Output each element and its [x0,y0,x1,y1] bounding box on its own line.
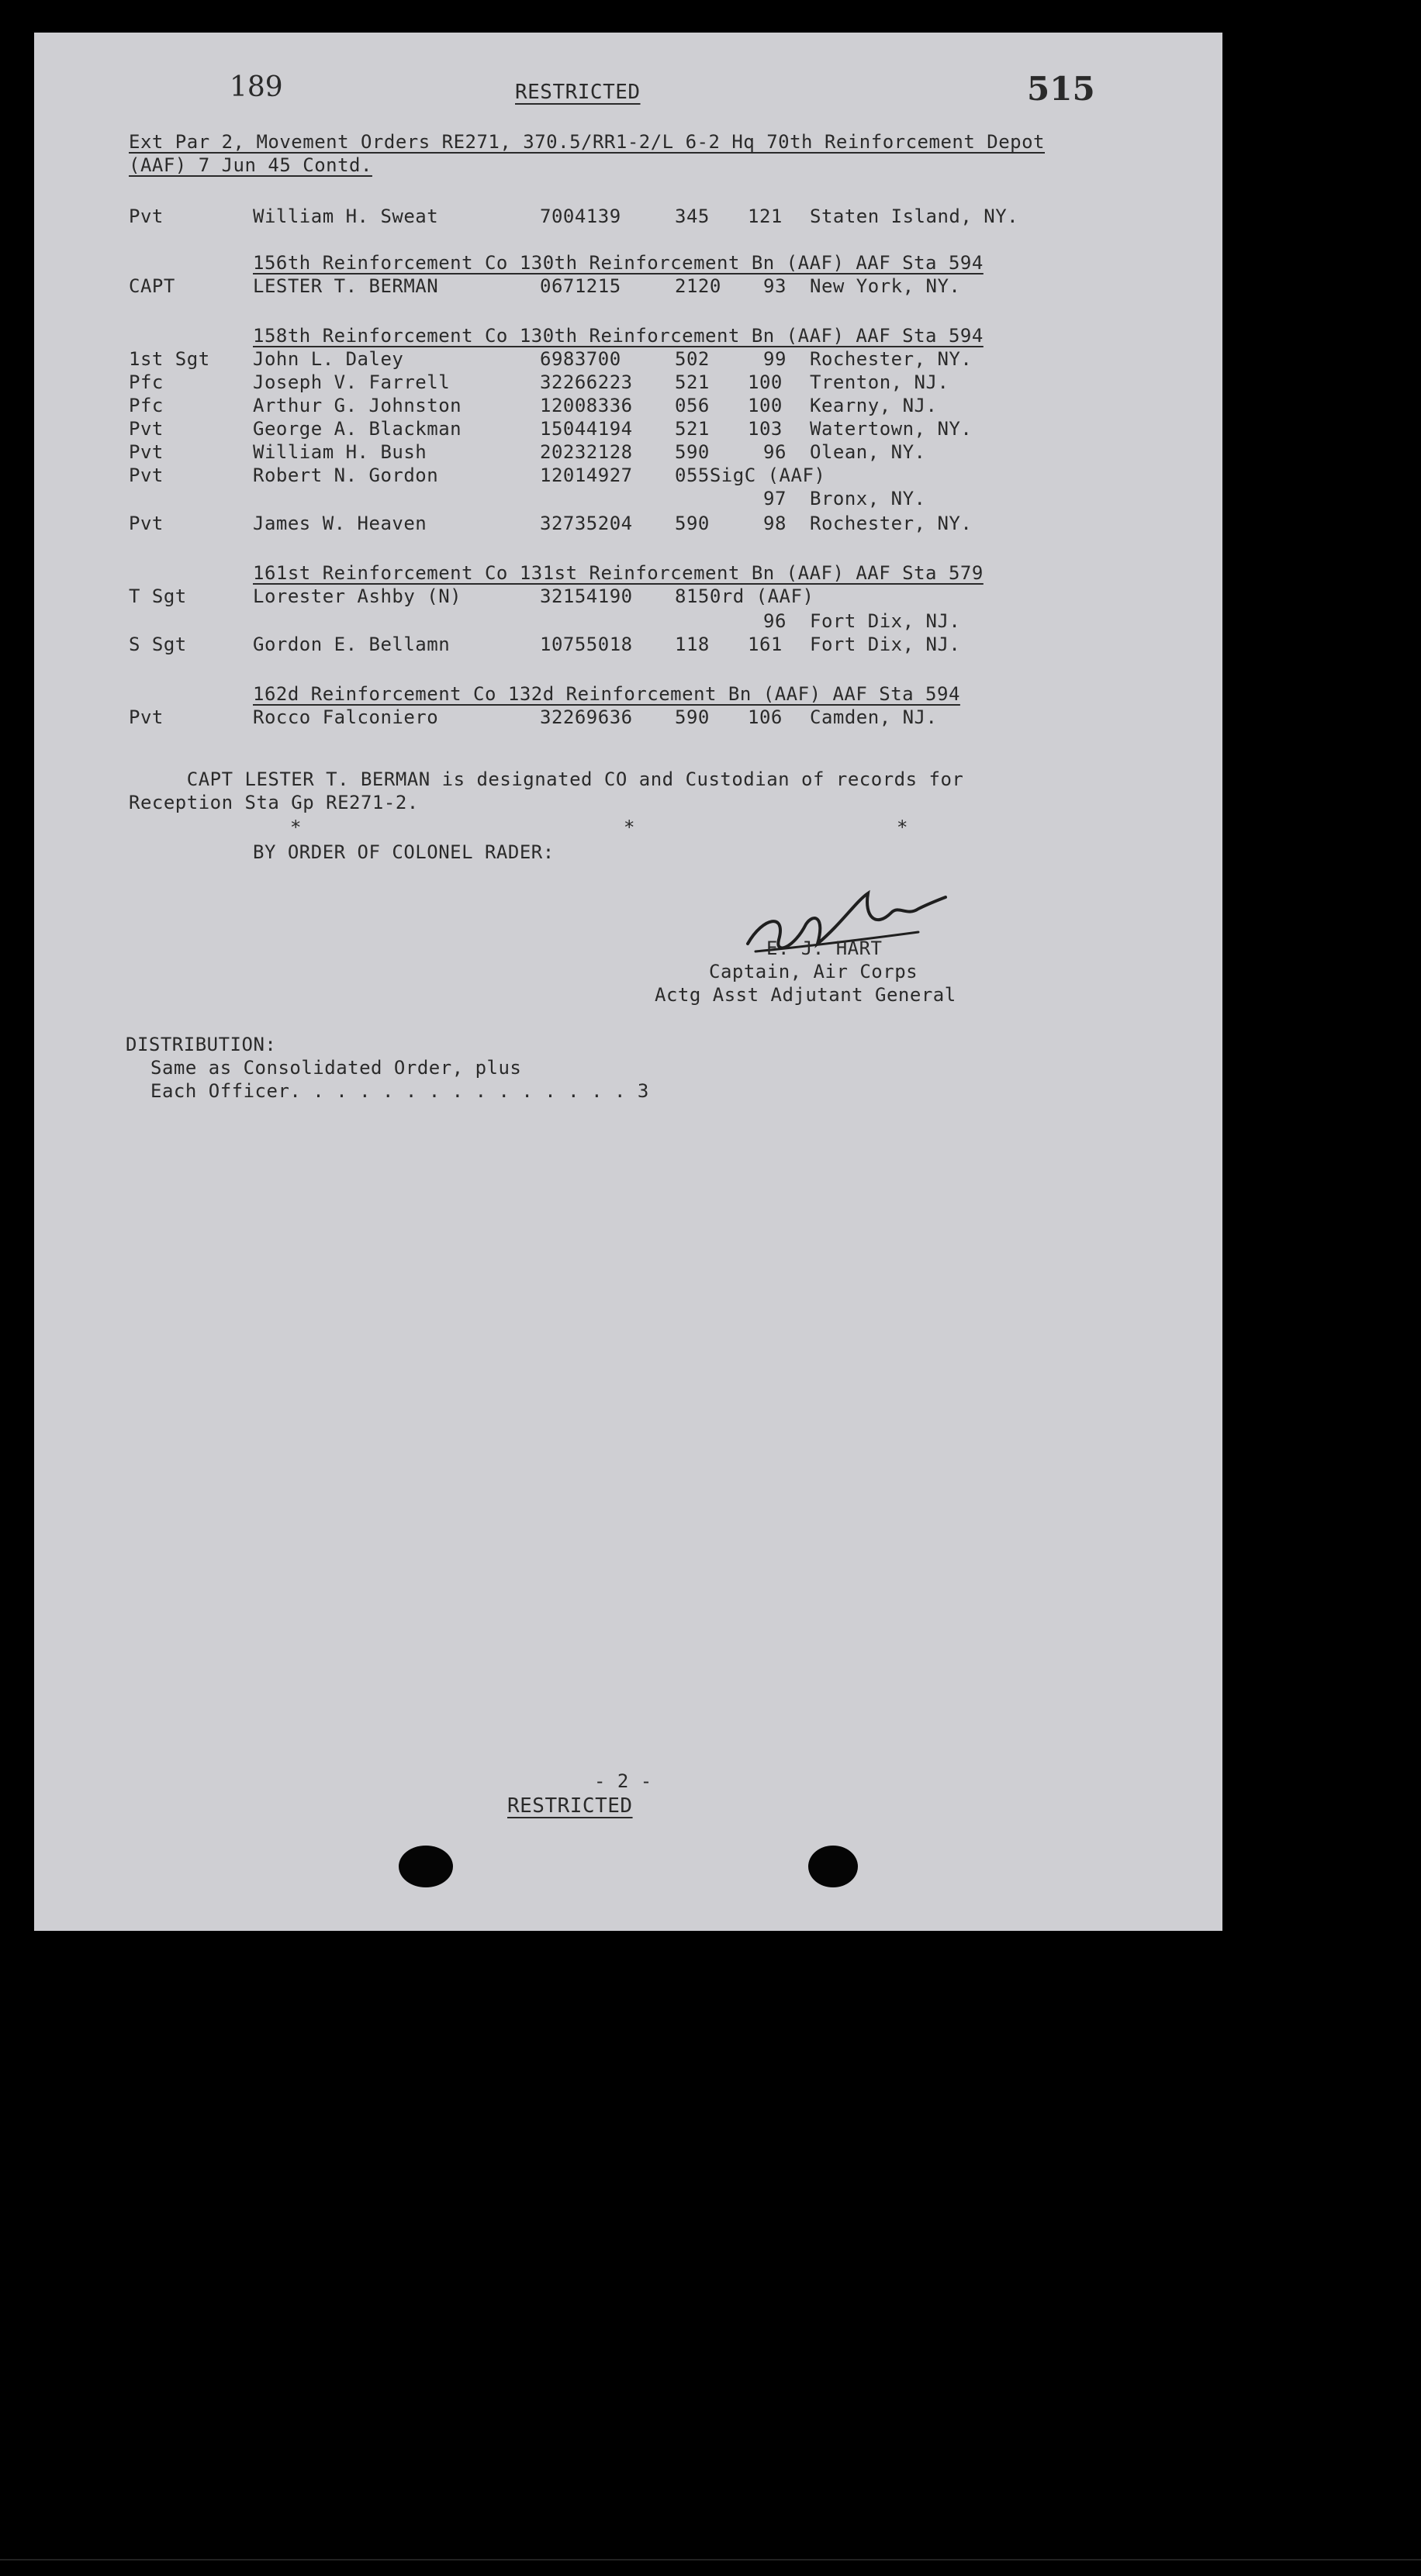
rank: Pvt [129,418,164,440]
distribution-label: DISTRIBUTION: [126,1034,277,1055]
serial: 10755018 [540,634,633,655]
rank: S Sgt [129,634,187,655]
home: Rochester, NY. [810,513,973,534]
home: Kearny, NJ. [810,395,938,416]
code: 100 [748,371,783,393]
home: Fort Dix, NJ. [810,634,961,655]
home: Rochester, NY. [810,348,973,370]
header-line-2: (AAF) 7 Jun 45 Contd. [129,154,372,176]
mos: 521 [675,371,710,393]
rank: T Sgt [129,585,187,607]
name: George A. Blackman [253,418,462,440]
home: Trenton, NJ. [810,371,949,393]
serial: 32266223 [540,371,633,393]
rank: Pfc [129,371,164,393]
home: Watertown, NY. [810,418,973,440]
code: 97 [763,488,787,509]
mos: 590 [675,441,710,463]
name: Robert N. Gordon [253,464,439,486]
code: 121 [748,205,783,227]
header-line-1: Ext Par 2, Movement Orders RE271, 370.5/RR1-2/L 6-2 Hq 70th Reinforcement Depot [129,131,1045,153]
rank: Pfc [129,395,164,416]
punch-hole [399,1846,453,1887]
mos: 521 [675,418,710,440]
code: 103 [748,418,783,440]
unit-heading: 158th Reinforcement Co 130th Reinforcement Bn (AAF) AAF Sta 594 [253,325,984,347]
distribution-line-2: Each Officer. . . . . . . . . . . . . . . 3 [150,1080,649,1102]
serial: 32735204 [540,513,633,534]
home: Bronx, NY. [810,488,926,509]
serial: 32269636 [540,706,633,728]
order-number: 189 [230,71,283,103]
name: James W. Heaven [253,513,427,534]
code: 100 [748,395,783,416]
rank: Pvt [129,464,164,486]
by-order-line: BY ORDER OF COLONEL RADER: [253,841,555,863]
home: New York, NY. [810,275,961,297]
name: John L. Daley [253,348,404,370]
name: Lorester Ashby (N) [253,585,462,607]
name: Gordon E. Bellamn [253,634,451,655]
mos: 118 [675,634,710,655]
name: Joseph V. Farrell [253,371,451,393]
code: 99 [763,348,787,370]
unit-heading: 162d Reinforcement Co 132d Reinforcement Bn (AAF) AAF Sta 594 [253,683,960,705]
name: LESTER T. BERMAN [253,275,439,297]
name: William H. Bush [253,441,427,463]
home: Olean, NY. [810,441,926,463]
name: Arthur G. Johnston [253,395,462,416]
serial: 20232128 [540,441,633,463]
serial: 32154190 [540,585,633,607]
mos: 2120 [675,275,721,297]
scan-edge-line [0,2559,1421,2560]
mos: 590 [675,706,710,728]
code: 161 [748,634,783,655]
mos: 056 [675,395,710,416]
unit-heading: 161st Reinforcement Co 131st Reinforcement Bn (AAF) AAF Sta 579 [253,562,984,584]
asterisk: * [897,817,908,838]
home: Staten Island, NY. [810,205,1019,227]
classification-bottom: RESTRICTED [507,1794,633,1818]
serial: 0671215 [540,275,621,297]
mos: 055SigC (AAF) [675,464,826,486]
serial: 6983700 [540,348,621,370]
custodian-line-2: Reception Sta Gp RE271-2. [129,792,419,813]
mos: 502 [675,348,710,370]
rank: Pvt [129,441,164,463]
home: Fort Dix, NJ. [810,610,961,632]
footer-page-number: - 2 - [594,1770,652,1792]
asterisk: * [290,817,302,838]
serial: 12008336 [540,395,633,416]
classification-top: RESTRICTED [515,81,641,104]
mos: 8150rd (AAF) [675,585,814,607]
code: 93 [763,275,787,297]
rank: Pvt [129,513,164,534]
unit-heading: 156th Reinforcement Co 130th Reinforcement Bn (AAF) AAF Sta 594 [253,252,984,274]
page-number: 515 [1027,70,1095,108]
rank: Pvt [129,205,164,227]
rank: 1st Sgt [129,348,210,370]
code: 96 [763,441,787,463]
signatory-role: Actg Asst Adjutant General [655,984,956,1006]
rank: Pvt [129,706,164,728]
distribution-line-1: Same as Consolidated Order, plus [150,1057,522,1079]
code: 106 [748,706,783,728]
home: Camden, NJ. [810,706,938,728]
serial: 12014927 [540,464,633,486]
name: William H. Sweat [253,205,439,227]
custodian-line-1: CAPT LESTER T. BERMAN is designated CO and Custodian of records for [129,768,964,790]
code: 98 [763,513,787,534]
signatory-name: E. J. HART [766,938,883,959]
mos: 345 [675,205,710,227]
punch-hole [808,1846,858,1887]
document-page [34,33,1222,1931]
signatory-title: Captain, Air Corps [709,961,918,982]
serial: 7004139 [540,205,621,227]
name: Rocco Falconiero [253,706,439,728]
code: 96 [763,610,787,632]
rank: CAPT [129,275,175,297]
asterisk: * [624,817,635,838]
serial: 15044194 [540,418,633,440]
mos: 590 [675,513,710,534]
